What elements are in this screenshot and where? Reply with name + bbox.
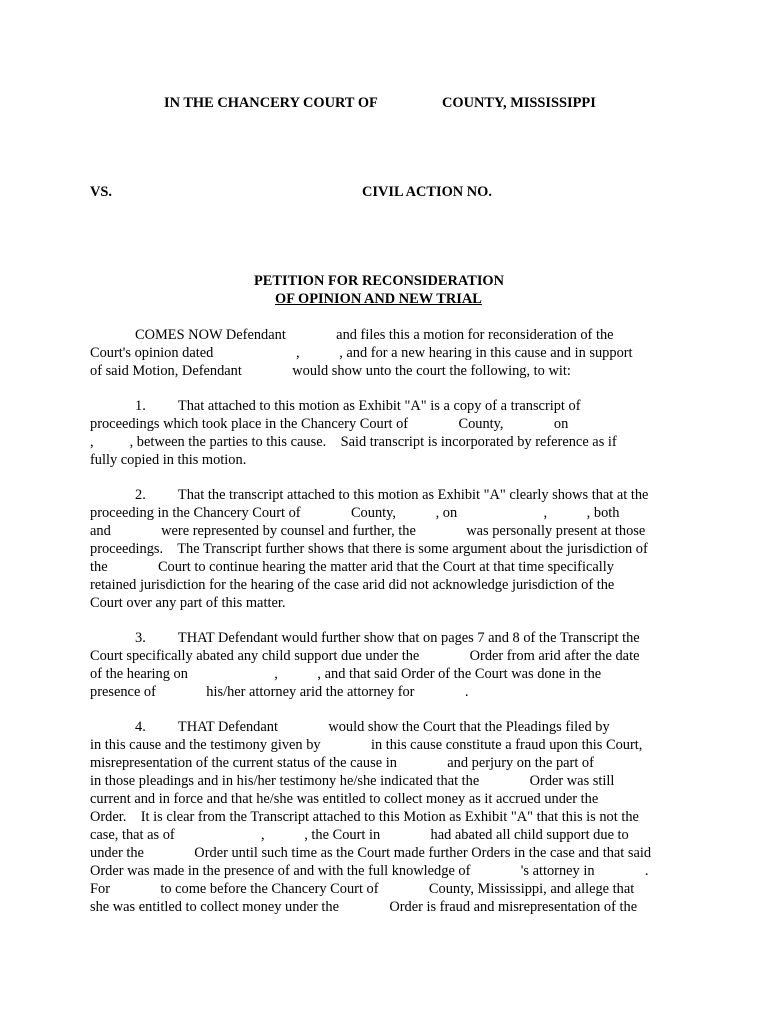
court-heading: IN THE CHANCERY COURT OF: [164, 95, 378, 111]
paragraph-2-line: proceeding in the Chancery Court of County, , on , , both: [90, 505, 620, 521]
document-title-line2: OF OPINION AND NEW TRIAL: [275, 291, 482, 307]
paragraph-4-line: in this cause and the testimony given by in this cause constitute a fraud upon this Court,: [90, 737, 643, 753]
paragraph-4-line: For to come before the Chancery Court of County, Mississippi, and allege that: [90, 881, 635, 897]
paragraph-4-line: case, that as of , , the Court in had abated all child support due to: [90, 827, 629, 843]
paragraph-1-line: fully copied in this motion.: [90, 452, 247, 468]
paragraph-4-line: she was entitled to collect money under the Order is fraud and misrepresentation of the: [90, 899, 638, 915]
paragraph-3-line: of the hearing on , , and that said Order of the Court was done in the: [90, 666, 602, 682]
paragraph-4-line: Order. It is clear from the Transcript attached to this Motion as Exhibit "A" that this is not the: [90, 809, 639, 825]
paragraph-2-line: and were represented by counsel and further, the was personally present at those: [90, 523, 646, 539]
paragraph-2-line: retained jurisdiction for the hearing of the case arid did not acknowledge jurisdiction of the: [90, 577, 615, 593]
paragraph-3-line: 3. THAT Defendant would further show that on pages 7 and 8 of the Transcript the: [135, 630, 640, 646]
paragraph-4-line: under the Order until such time as the Court made further Orders in the case and that said: [90, 845, 652, 861]
county-heading: COUNTY, MISSISSIPPI: [442, 95, 596, 111]
paragraph-1-line: proceedings which took place in the Chancery Court of County, on: [90, 416, 569, 432]
document-title-line1: PETITION FOR RECONSIDERATION: [254, 273, 505, 289]
paragraph-2-line: the Court to continue hearing the matter arid that the Court at that time specifically: [90, 559, 614, 575]
paragraph-4-line: 4. THAT Defendant would show the Court that the Pleadings filed by: [135, 719, 610, 735]
paragraph-4-line: Order was made in the presence of and with the full knowledge of 's attorney in .: [90, 863, 649, 879]
paragraph-2-line: proceedings. The Transcript further shows that there is some argument about the jurisdiction of: [90, 541, 648, 557]
paragraph-3-line: Court specifically abated any child support due under the Order from arid after the date: [90, 648, 640, 664]
paragraph-2-line: 2. That the transcript attached to this motion as Exhibit "A" clearly shows that at the: [135, 487, 649, 503]
paragraph-3-line: presence of his/her attorney arid the attorney for .: [90, 684, 469, 700]
versus-label: VS.: [90, 184, 112, 200]
paragraph-4-line: misrepresentation of the current status of the cause in and perjury on the part of: [90, 755, 594, 771]
intro-line: Court's opinion dated , , and for a new hearing in this cause and in support: [90, 345, 633, 361]
intro-line: of said Motion, Defendant would show unto the court the following, to wit:: [90, 363, 571, 379]
paragraph-2-line: Court over any part of this matter.: [90, 595, 286, 611]
civil-action-label: CIVIL ACTION NO.: [362, 184, 492, 200]
intro-line: COMES NOW Defendant and files this a motion for reconsideration of the: [135, 327, 614, 343]
paragraph-4-line: in those pleadings and in his/her testimony he/she indicated that the Order was still: [90, 773, 615, 789]
paragraph-4-line: current and in force and that he/she was entitled to collect money as it accrued under the: [90, 791, 599, 807]
paragraph-1-line: 1. That attached to this motion as Exhibit "A" is a copy of a transcript of: [135, 398, 581, 414]
paragraph-1-line: , , between the parties to this cause. Said transcript is incorporated by reference as if: [90, 434, 617, 450]
